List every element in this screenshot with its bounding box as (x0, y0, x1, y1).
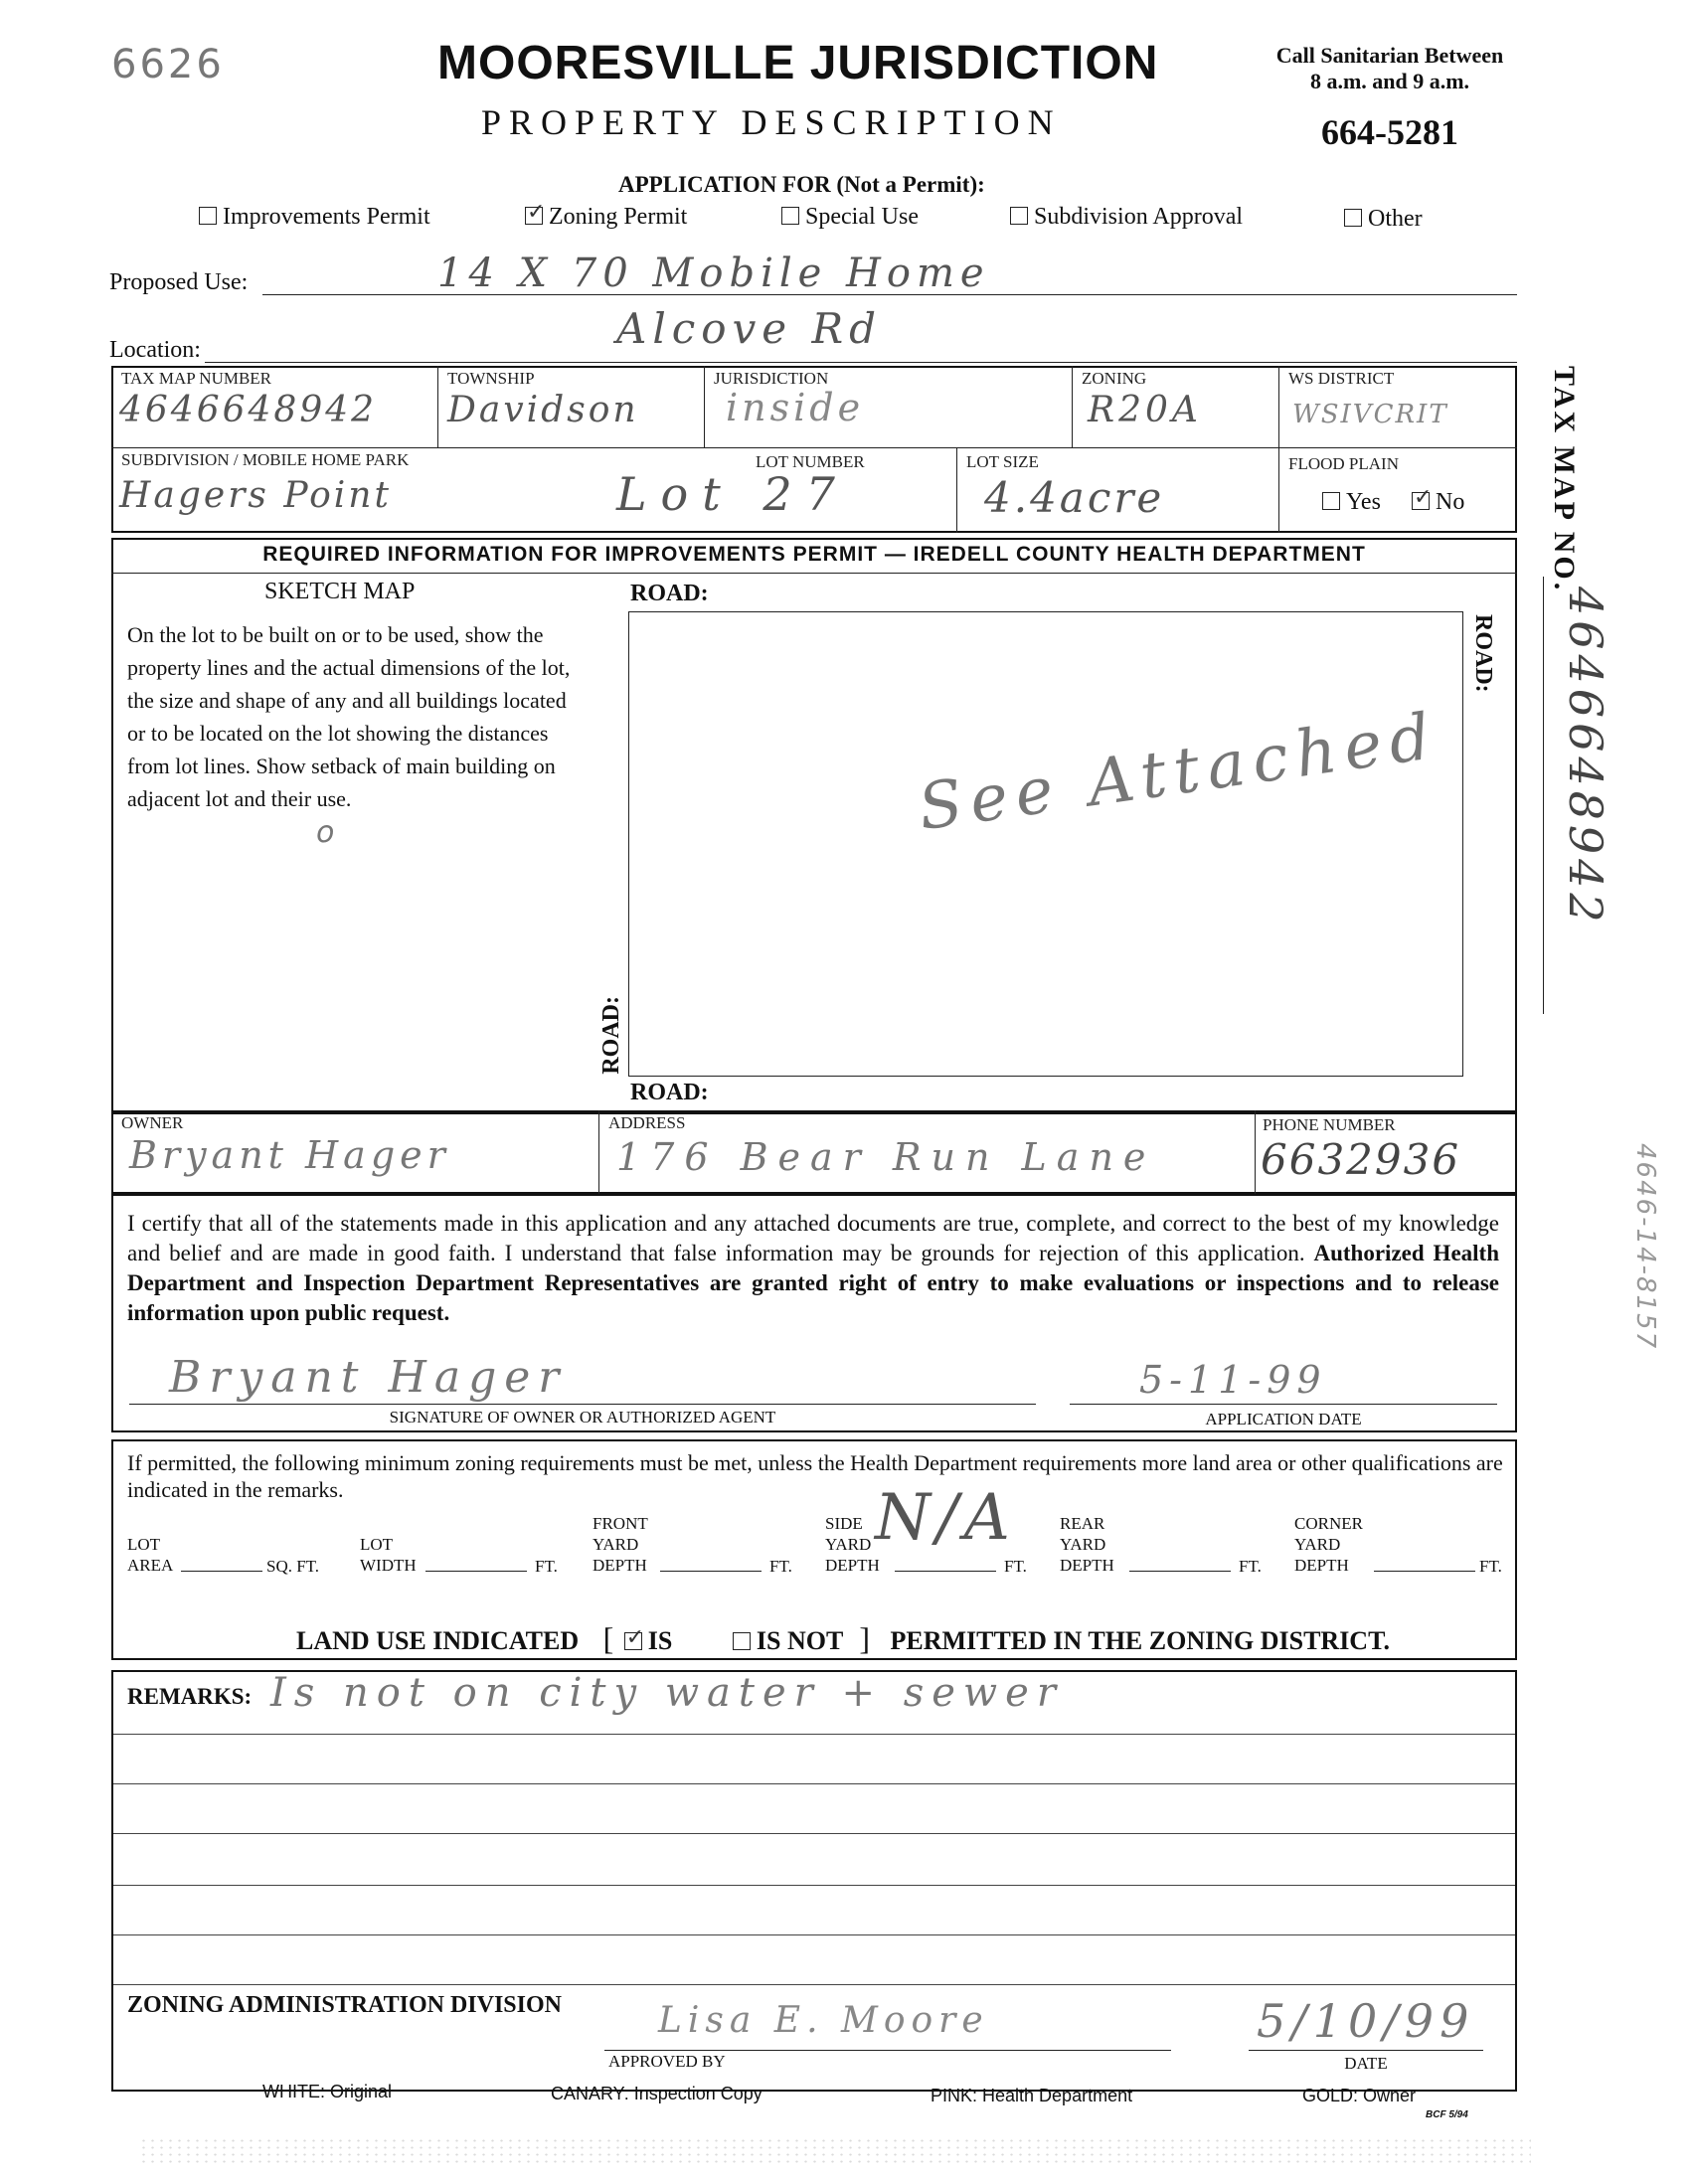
grid-vline (956, 447, 957, 533)
grid-vline (437, 366, 438, 447)
label-line: REAR (1060, 1514, 1105, 1533)
road-label-right: ROAD: (1470, 614, 1496, 693)
side-tax-map-value[interactable]: 4646648942 (1559, 587, 1612, 927)
side-tax-map-underline (1543, 577, 1545, 1014)
remarks-line (113, 1934, 1515, 1935)
margin-handwritten-note: 4646-14-8157 (1630, 1143, 1660, 1351)
flood-no-checkbox[interactable] (1412, 492, 1430, 510)
approval-date-label: DATE (1344, 2054, 1388, 2073)
phone-label: PHONE NUMBER (1263, 1115, 1396, 1134)
sanitarian-phone: 664-5281 (1321, 112, 1458, 152)
is-option[interactable] (624, 1626, 673, 1655)
sanitarian-call-line1: Call Sanitarian Between (1275, 43, 1504, 68)
option-label: Improvements Permit (223, 204, 430, 230)
ws-district-value[interactable]: WSIVCRIT (1292, 400, 1448, 429)
copy-gold: GOLD: Owner (1302, 2086, 1417, 2105)
lot-number-value[interactable]: Lot 27 (616, 467, 849, 521)
label-line: YARD (1294, 1535, 1341, 1554)
remarks-line (113, 1885, 1515, 1886)
lot-size-value[interactable]: 4.4acre (984, 473, 1165, 522)
ft-unit: FT. (1479, 1557, 1502, 1576)
option-label: Zoning Permit (549, 204, 688, 230)
ft-unit: FT. (535, 1557, 558, 1576)
permitted-text: PERMITTED IN THE ZONING DISTRICT. (890, 1626, 1390, 1655)
certification-text (127, 1209, 1499, 1328)
ws-district-label: WS DISTRICT (1288, 369, 1395, 388)
label-line: DEPTH (593, 1556, 647, 1575)
zoning-value[interactable]: R20A (1088, 390, 1202, 430)
option-label: Other (1368, 206, 1423, 232)
remarks-value[interactable]: Is not on city water + sewer (270, 1670, 1064, 1716)
owner-row-vline (598, 1110, 599, 1194)
form-subtitle: PROPERTY DESCRIPTION (481, 102, 1062, 142)
subdivision-value[interactable]: Hagers Point (119, 475, 392, 516)
zoning-requirements-intro: If permitted, the following minimum zoning requirements must be met, unless the Health Department requirements more land area or other qualifications are indicated in the remarks. (127, 1450, 1503, 1502)
lot-size-label: LOT SIZE (966, 452, 1039, 471)
front-yard-label (593, 1513, 648, 1576)
label-line: FRONT (593, 1514, 648, 1533)
remarks-label: REMARKS: (127, 1684, 253, 1709)
ft-unit: FT. (1004, 1557, 1027, 1576)
sketch-note: See Attached (914, 699, 1443, 846)
ft-unit: FT. (1239, 1557, 1262, 1576)
label-line: CORNER (1294, 1514, 1363, 1533)
certification-bold: Authorized Health Department and Inspection Department Representatives are granted right of entry to make evaluations or inspections and to release information upon public request. (127, 1241, 1500, 1325)
side-tax-map-label: TAX MAP NO. (1548, 366, 1581, 593)
tax-map-label: TAX MAP NUMBER (121, 369, 272, 388)
copy-pink: PINK: Health Department (931, 2086, 1133, 2105)
side-yard-field[interactable] (895, 1571, 996, 1572)
copy-white: WHITE: Original (262, 2082, 393, 2101)
banner-divider (111, 573, 1517, 574)
location-line (205, 362, 1517, 363)
sketch-instructions: On the lot to be built on or to be used, show the property lines and the actual dimensions of the lot, the size and shape of any and all buildings located or to be located on the lot showing the distances from lot lines. Show setback of main building on adjacent lot and their use. (127, 622, 571, 811)
na-mark: N/A (875, 1481, 1016, 1555)
bracket-close: ] (859, 1620, 870, 1656)
application-date-label: APPLICATION DATE (1205, 1410, 1362, 1428)
location-label: Location: (109, 337, 201, 363)
approval-date-line (1249, 2050, 1483, 2051)
jurisdiction-label: JURISDICTION (714, 369, 829, 388)
side-yard-label (825, 1513, 880, 1576)
remarks-line (113, 1734, 1515, 1735)
township-value[interactable]: Davidson (447, 390, 639, 430)
option-special-use[interactable] (781, 204, 919, 231)
road-label-bottom: ROAD: (630, 1080, 709, 1105)
approved-by-line (604, 2050, 1171, 2051)
is-not-label: IS NOT (756, 1626, 843, 1655)
corner-yard-label (1294, 1513, 1363, 1576)
option-label: Subdivision Approval (1034, 204, 1244, 230)
label-line: DEPTH (825, 1556, 880, 1575)
rear-yard-field[interactable] (1129, 1571, 1231, 1572)
other-checkbox[interactable] (1344, 209, 1362, 227)
grid-vline (704, 366, 705, 447)
sanitarian-call-line2: 8 a.m. and 9 a.m. (1309, 69, 1470, 93)
application-date-value[interactable]: 5-11-99 (1139, 1358, 1327, 1402)
land-use-label: LAND USE INDICATED (296, 1626, 580, 1655)
improvements-checkbox[interactable] (199, 207, 217, 225)
corner-yard-field[interactable] (1374, 1571, 1475, 1572)
label-line: DEPTH (1060, 1556, 1114, 1575)
rear-yard-label (1060, 1513, 1114, 1576)
lot-width-field[interactable] (425, 1571, 527, 1572)
handwritten-mark: o (316, 815, 339, 850)
grid-vline (1278, 366, 1279, 533)
tax-map-value[interactable]: 4646648942 (119, 390, 378, 430)
owner-value[interactable]: Bryant Hager (129, 1133, 450, 1177)
label-line: SIDE (825, 1514, 863, 1533)
subdivision-label: SUBDIVISION / MOBILE HOME PARK (121, 450, 410, 469)
date-line (1070, 1404, 1497, 1405)
address-value[interactable]: 176 Bear Run Lane (616, 1135, 1156, 1179)
scan-noise (139, 2137, 1531, 2167)
flood-yes-option[interactable] (1322, 489, 1381, 516)
road-label-left: ROAD: (598, 996, 624, 1075)
front-yard-field[interactable] (660, 1571, 762, 1572)
remarks-line (113, 1783, 1515, 1784)
ft-unit: FT. (769, 1557, 792, 1576)
proposed-use-label: Proposed Use: (109, 269, 249, 295)
grid-vline (1072, 366, 1073, 447)
location-value[interactable]: Alcove Rd (616, 304, 883, 353)
option-other[interactable] (1344, 206, 1423, 233)
required-info-banner: REQUIRED INFORMATION FOR IMPROVEMENTS PERMIT — IREDELL COUNTY HEALTH DEPARTMENT (262, 543, 1366, 566)
is-checkbox[interactable] (624, 1632, 642, 1650)
is-not-option[interactable] (733, 1626, 843, 1655)
approver-signature[interactable]: Lisa E. Moore (658, 2000, 989, 2041)
bracket-open: [ (602, 1620, 614, 1656)
label-line: WIDTH (360, 1556, 417, 1575)
flood-plain-label: FLOOD PLAIN (1288, 454, 1399, 473)
approved-by-label: APPROVED BY (608, 2052, 726, 2071)
proposed-use-value[interactable]: 14 X 70 Mobile Home (437, 251, 990, 296)
option-label: Special Use (805, 204, 919, 230)
owner-label: OWNER (121, 1113, 184, 1132)
flood-no-option[interactable] (1412, 489, 1464, 516)
township-label: TOWNSHIP (447, 369, 535, 388)
option-subdivision-approval[interactable] (1010, 204, 1243, 231)
is-not-checkbox[interactable] (733, 1632, 751, 1650)
remarks-line (113, 1984, 1515, 1985)
label-line: LOT (127, 1535, 161, 1554)
label-line: DEPTH (1294, 1556, 1349, 1575)
sq-ft-unit: SQ. FT. (266, 1557, 320, 1576)
phone-value[interactable]: 6632936 (1261, 1135, 1461, 1184)
flood-yes-label: Yes (1346, 489, 1381, 515)
remarks-line (113, 1833, 1515, 1834)
sketch-area[interactable] (628, 611, 1463, 1077)
land-use-row (296, 1620, 1390, 1657)
signature-label: SIGNATURE OF OWNER OR AUTHORIZED AGENT (389, 1408, 776, 1427)
stamp-number: 6626 (111, 42, 225, 87)
label-line: YARD (825, 1535, 872, 1554)
subdivision-checkbox[interactable] (1010, 207, 1028, 225)
flood-yes-checkbox[interactable] (1322, 492, 1340, 510)
zoning-label: ZONING (1082, 369, 1147, 388)
approval-date-value[interactable]: 5/10/99 (1257, 1994, 1475, 2048)
road-label-top: ROAD: (630, 581, 709, 606)
sketch-map-title: SKETCH MAP (264, 579, 416, 604)
label-line: YARD (593, 1535, 639, 1554)
jurisdiction-value[interactable]: inside (726, 386, 865, 429)
form-code: BCF 5/94 (1426, 2109, 1468, 2120)
copy-canary: CANARY: Inspection Copy (551, 2084, 762, 2103)
option-improvements-permit[interactable] (199, 204, 430, 231)
is-label: IS (647, 1626, 673, 1655)
special-use-checkbox[interactable] (781, 207, 799, 225)
zoning-checkbox[interactable] (525, 207, 543, 225)
certification-plain: I certify that all of the statements made in this application and any attached documents are true, complete, and correct to the best of my knowledge and belief and are made in good faith. I understand that false information may be grounds for rejection of this application. (127, 1211, 1499, 1265)
lot-width-label (360, 1534, 417, 1576)
option-zoning-permit[interactable] (525, 204, 687, 231)
lot-area-label (127, 1534, 173, 1576)
parcel-grid-divider (111, 447, 1517, 448)
owner-row-vline (1255, 1110, 1256, 1194)
lot-area-field[interactable] (181, 1571, 262, 1572)
form-title: MOORESVILLE JURISDICTION (437, 37, 1159, 89)
zoning-division-label: ZONING ADMINISTRATION DIVISION (127, 1992, 562, 2018)
label-line: LOT (360, 1535, 394, 1554)
signature-line (129, 1404, 1036, 1405)
application-heading: APPLICATION FOR (Not a Permit): (618, 172, 985, 197)
lot-number-label: LOT NUMBER (756, 452, 865, 471)
flood-no-label: No (1436, 489, 1465, 515)
label-line: YARD (1060, 1535, 1106, 1554)
label-line: AREA (127, 1556, 174, 1575)
owner-signature[interactable]: Bryant Hager (169, 1352, 568, 1403)
address-label: ADDRESS (608, 1113, 686, 1132)
